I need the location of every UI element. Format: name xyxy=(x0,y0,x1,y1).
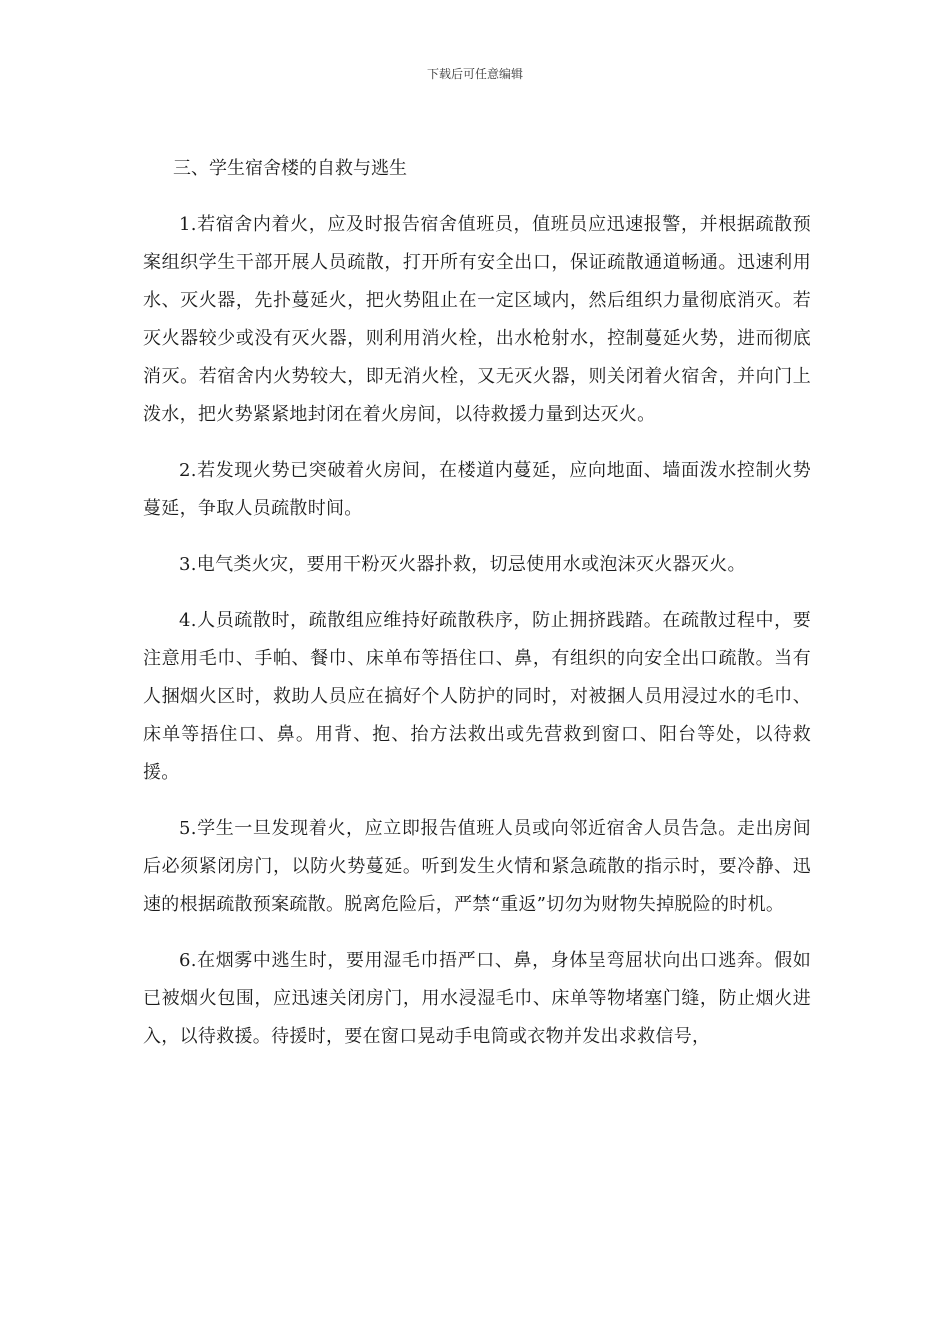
paragraph-1: 1.若宿舍内着火，应及时报告宿舍值班员，值班员应迅速报警，并根据疏散预案组织学生干部开展人员疏散，打开所有安全出口，保证疏散通道畅通。迅速利用水、灭火器，先扑蔓延火，把火势阻止在一定区域内，然后组织力量彻底消灭。若灭火器较少或没有灭火器，则利用消火栓，出水枪射水，控制蔓延火势，进而彻底消灭。若宿舍内火势较大，即无消火栓，又无灭火器，则关闭着火宿舍，并向门上泼水，把火势紧紧地封闭在着火房间，以待救援力量到达灭火。 xyxy=(143,214,811,425)
paragraph-6: 6.在烟雾中逃生时，要用湿毛巾捂严口、鼻，身体呈弯屈状向出口逃奔。假如已被烟火包围，应迅速关闭房门，用水浸湿毛巾、床单等物堵塞门缝，防止烟火进入，以待救援。待援时，要在窗口晃动手电筒或衣物并发出求救信号， xyxy=(143,950,811,1047)
paragraph-2: 2.若发现火势已突破着火房间，在楼道内蔓延，应向地面、墙面泼水控制火势蔓延，争取人员疏散时间。 xyxy=(143,460,811,519)
page-header: 下载后可任意编辑 xyxy=(426,67,523,81)
paragraph-4: 4.人员疏散时，疏散组应维持好疏散秩序，防止拥挤践踏。在疏散过程中，要注意用毛巾、手帕、餐巾、床单布等捂住口、鼻，有组织的向安全出口疏散。当有人捆烟火区时，救助人员应在搞好个人防护的同时，对被捆人员用浸过水的毛巾、床单等捂住口、鼻。用背、抱、抬方法救出或先营救到窗口、阳台等处，以待救援。 xyxy=(143,610,811,783)
paragraph-3: 3.电气类火灾，要用干粉灭火器扑救，切忌使用水或泡沫灭火器灭火。 xyxy=(179,554,746,575)
paragraph-5: 5.学生一旦发现着火，应立即报告值班人员或向邻近宿舍人员告急。走出房间后必须紧闭房门，以防火势蔓延。听到发生火情和紧急疏散的指示时，要冷静、迅速的根据疏散预案疏散。脱离危险后，严禁“重返”切勿为财物失掉脱险的时机。 xyxy=(143,818,811,915)
document-body xyxy=(143,150,811,1074)
section-title: 三、学生宿舍楼的自救与逃生 xyxy=(173,158,407,179)
